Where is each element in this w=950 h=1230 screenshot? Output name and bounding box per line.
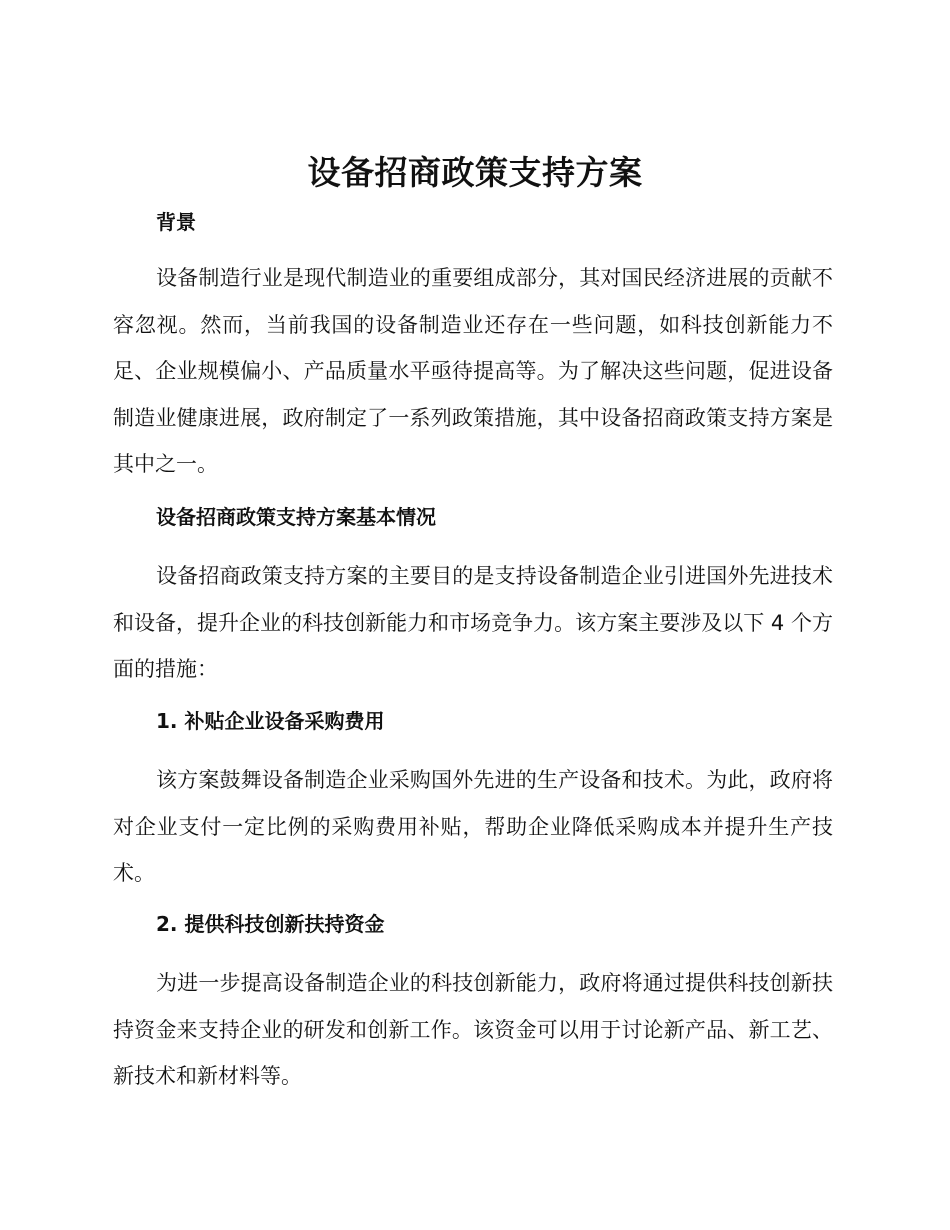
section-heading-background: 背景 (156, 210, 196, 234)
section-paragraph-measure-2: 为进一步提高设备制造企业的科技创新能力，政府将通过提供科技创新扶持资金来支持企业的研发和创新工作。该资金可以用于讨论新产品、新工艺、新技术和新材料等。 (113, 971, 833, 1088)
section-paragraph-overview: 设备招商政策支持方案的主要目的是支持设备制造企业引进国外先进技术和设备，提升企业的科技创新能力和市场竞争力。该方案主要涉及以下 4 个方面的措施： (113, 564, 833, 681)
section-paragraph-measure-1: 该方案鼓舞设备制造企业采购国外先进的生产设备和技术。为此，政府将对企业支付一定比例的采购费用补贴，帮助企业降低采购成本并提升生产技术。 (113, 768, 833, 885)
section-paragraph-background: 设备制造行业是现代制造业的重要组成部分，其对国民经济进展的贡献不容忽视。然而，当前我国的设备制造业还存在一些问题，如科技创新能力不足、企业规模偏小、产品质量水平亟待提高等。为了解决这些问题，促进设备制造业健康进展，政府制定了一系列政策措施，其中设备招商政策支持方案是其中之一。 (113, 266, 833, 476)
section-heading-overview: 设备招商政策支持方案基本情况 (156, 505, 436, 529)
document-title: 设备招商政策支持方案 (307, 153, 643, 192)
section-heading-measure-1: 1. 补贴企业设备采购费用 (156, 709, 385, 733)
section-heading-measure-2: 2. 提供科技创新扶持资金 (156, 912, 385, 936)
